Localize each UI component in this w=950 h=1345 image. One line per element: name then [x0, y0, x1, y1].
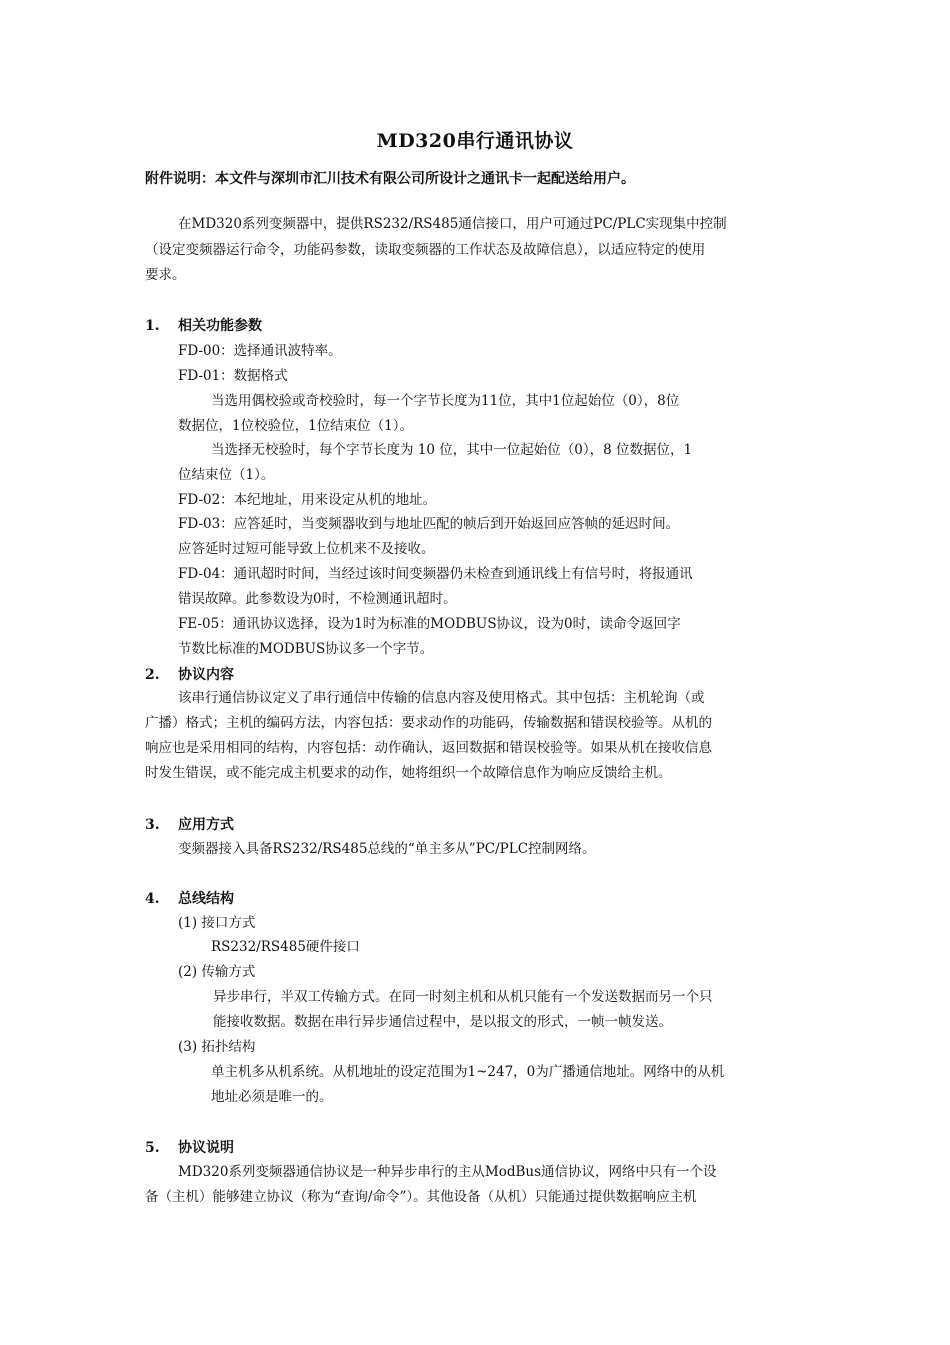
body-line: 异步串行，半双工传输方式。在同一时刻主机和从机只能有一个发送数据而另一个只: [213, 989, 713, 1005]
body-line: 该串行通信协议定义了串行通信中传输的信息内容及使用格式。其中包括：主机轮询（或: [178, 690, 705, 706]
section-title: 应用方式: [178, 817, 234, 833]
body-line: FD-02：本纪地址，用来设定从机的地址。: [178, 492, 437, 508]
attachment-note: 附件说明：本文件与深圳市汇川技术有限公司所设计之通讯卡一起配送给用户。: [145, 171, 635, 187]
section-title: 总线结构: [178, 891, 234, 907]
body-line: 能接收数据。数据在串行异步通信过程中，是以报文的形式，一帧一帧发送。: [213, 1014, 672, 1030]
intro-line: 在MD320系列变频器中，提供RS232/RS485通信接口，用户可通过PC/PLC实现集中控制: [178, 216, 727, 232]
body-line: 广播）格式；主机的编码方法，内容包括：要求动作的功能码，传输数据和错误校验等。从机的: [145, 715, 712, 731]
section-number: 5.: [145, 1140, 160, 1156]
document-title: MD320串行通讯协议: [376, 130, 574, 152]
body-line: RS232/RS485硬件接口: [211, 939, 360, 955]
body-line: FD-03：应答延时，当变频器收到与地址匹配的帧后到开始返回应答帧的延迟时间。: [178, 516, 680, 532]
section-title: 协议说明: [178, 1140, 234, 1156]
body-line: 变频器接入具备RS232/RS485总线的“单主多从”PC/PLC控制网络。: [178, 841, 596, 857]
list-item-label: (1) 接口方式: [178, 915, 256, 931]
section-number: 3.: [145, 817, 160, 833]
body-line: 当选用偶校验或奇校验时，每一个字节长度为11位，其中1位起始位（0），8位: [211, 393, 680, 409]
body-line: 数据位，1位校验位，1位结束位（1）。: [178, 418, 414, 434]
body-line: 备（主机）能够建立协议（称为“查询/命令”）。其他设备（从机）只能通过提供数据响应主机: [145, 1189, 697, 1205]
body-line: MD320系列变频器通信协议是一种异步串行的主从ModBus通信协议，网络中只有一个设: [178, 1164, 717, 1180]
body-line: 单主机多从机系统。从机地址的设定范围为1~247，0为广播通信地址。网络中的从机: [211, 1064, 725, 1080]
body-line: 错误故障。此参数设为0时，不检测通讯超时。: [178, 591, 457, 607]
section-number: 1.: [145, 318, 160, 334]
body-line: 时发生错误，或不能完成主机要求的动作，她将组织一个故障信息作为响应反馈给主机。: [145, 765, 672, 781]
body-line: FD-04：通讯超时时间，当经过该时间变频器仍未检查到通讯线上有信号时，将报通讯: [178, 566, 693, 582]
list-item-label: (2) 传输方式: [178, 964, 256, 980]
intro-line: （设定变频器运行命令，功能码参数，读取变频器的工作状态及故障信息），以适应特定的使用: [145, 242, 706, 258]
body-line: 当选择无校验时，每个字节长度为 10 位，其中一位起始位（0），8 位数据位，1: [211, 442, 693, 458]
body-line: 应答延时过短可能导致上位机来不及接收。: [178, 541, 435, 557]
body-line: 位结束位（1）。: [178, 467, 275, 483]
section-number: 2.: [145, 667, 160, 683]
body-line: FD-01：数据格式: [178, 368, 288, 384]
intro-line: 要求。: [145, 267, 186, 283]
section-title: 协议内容: [178, 667, 234, 683]
body-line: 节数比标准的MODBUS协议多一个字节。: [178, 641, 434, 657]
body-line: FD-00：选择通讯波特率。: [178, 343, 342, 359]
section-number: 4.: [145, 891, 160, 907]
body-line: FE-05：通讯协议选择，设为1时为标准的MODBUS协议，设为0时，读命令返回字: [178, 616, 681, 632]
list-item-label: (3) 拓扑结构: [178, 1039, 256, 1055]
section-title: 相关功能参数: [178, 318, 262, 334]
body-line: 地址必须是唯一的。: [211, 1089, 333, 1105]
body-line: 响应也是采用相同的结构，内容包括：动作确认，返回数据和错误校验等。如果从机在接收信息: [145, 740, 712, 756]
